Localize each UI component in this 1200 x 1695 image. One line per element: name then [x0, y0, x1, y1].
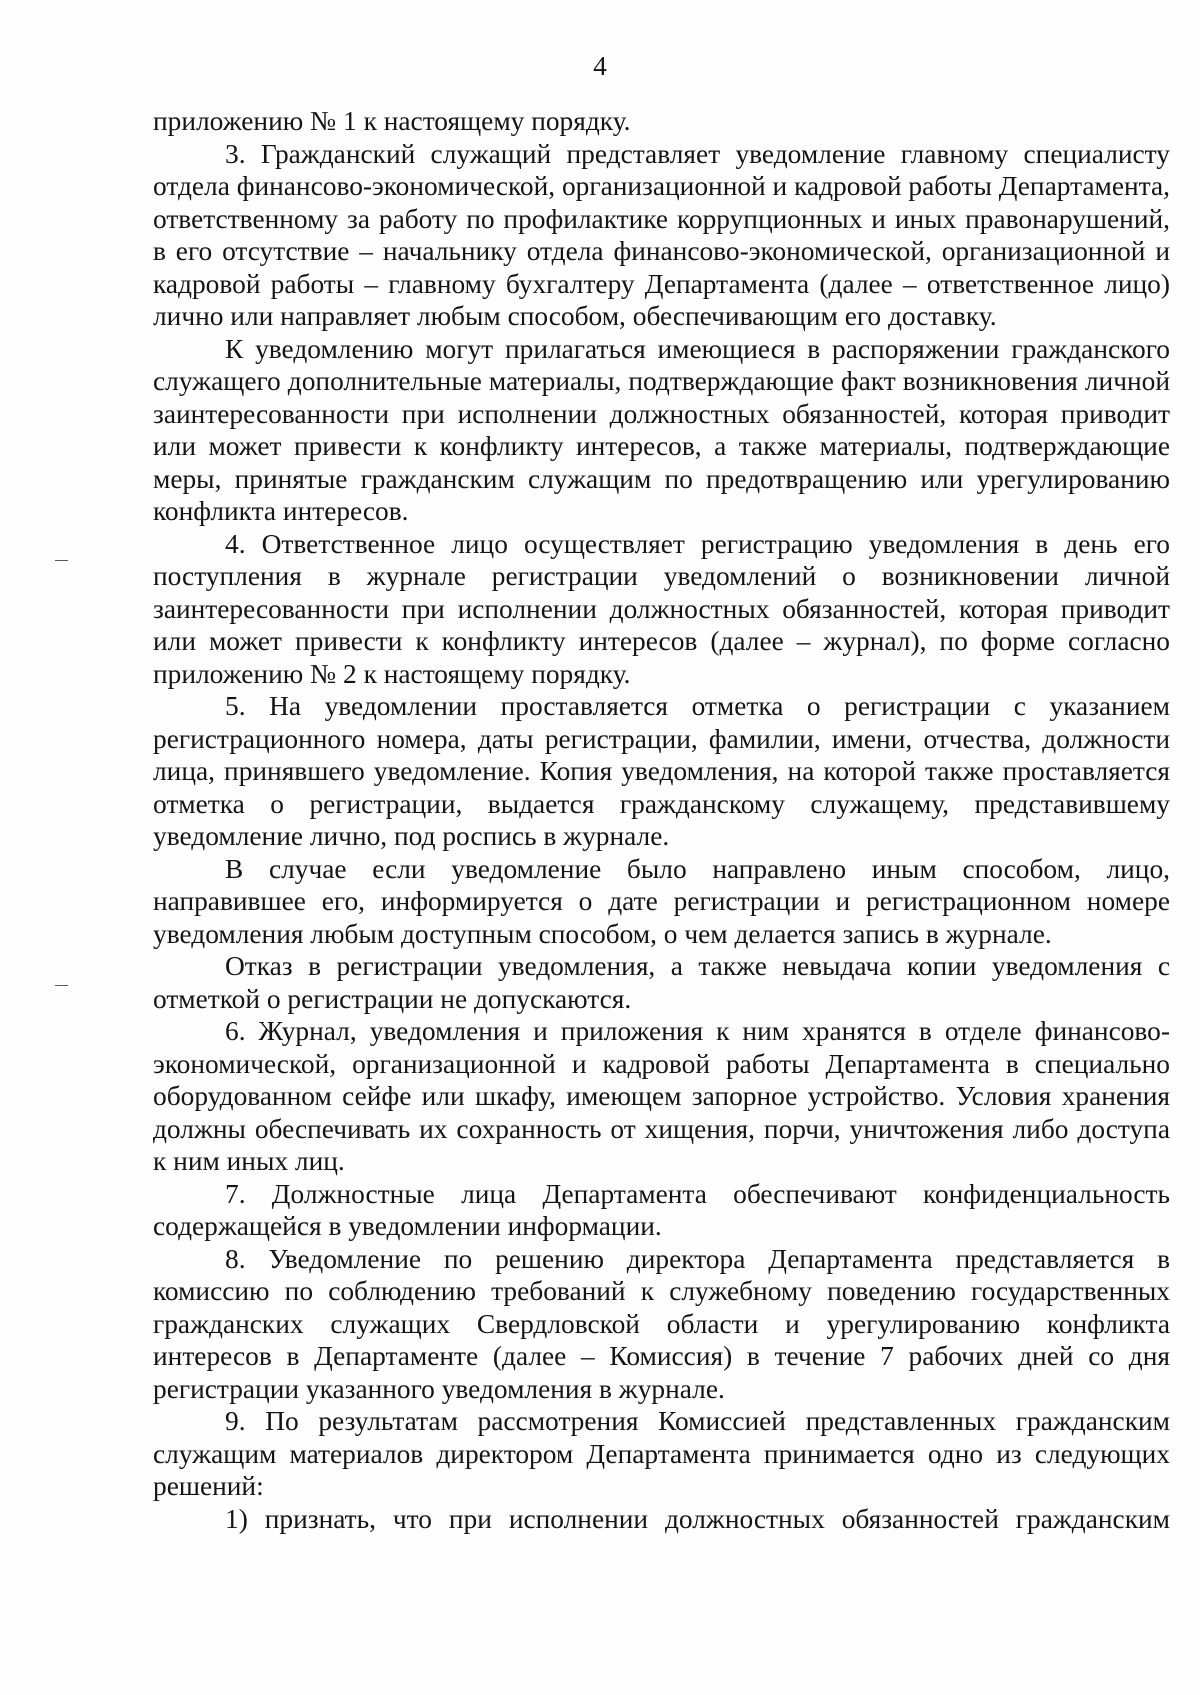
paragraph-attachments: К уведомлению могут прилагаться имеющиеся в распоряжении гражданского служащего дополнительные материалы, подтверждающие факт возникновения личной заинтересованности при исполнении должностных обязанностей, которая приводит или может привести к конфликту интересов, а также материалы, подтверждающие меры, принятые гражданским служащим по предотвращению или урегулированию конфликта интересов.: [153, 333, 1170, 526]
margin-mark: [55, 985, 68, 986]
paragraph-item-4: 4. Ответственное лицо осуществляет регистрацию уведомления в день его поступления в журнале регистрации уведомлений о возникновении личной заинтересованности при исполнении должностных обязанностей, которая приводит или может привести к конфликту интересов (далее – журнал), по форме согласно приложению № 2 к настоящему порядку.: [153, 528, 1170, 689]
paragraph-item-8: 8. Уведомление по решению директора Департамента представляется в комиссию по соблюдению требований к служебному поведению государственных гражданских служащих Свердловской области и урегулированию конфликта интересов в Департаменте (далее – Комиссия) в течение 7 рабочих дней со дня регистрации указанного уведомления в журнале.: [153, 1243, 1170, 1404]
paragraph-other-method: В случае если уведомление было направлено иным способом, лицо, направившее его, информируется о дате регистрации и регистрационном номере уведомления любым доступным способом, о чем делается запись в журнале.: [153, 853, 1170, 949]
paragraph-item-6: 6. Журнал, уведомления и приложения к ним хранятся в отделе финансово-экономической, организационной и кадровой работы Департамента в специально оборудованном сейфе или шкафу, имеющем запорное устройство. Условия хранения должны обеспечивать их сохранность от хищения, порчи, уничтожения либо доступа к ним иных лиц.: [153, 1016, 1170, 1176]
paragraph-item-5: 5. На уведомлении проставляется отметка о регистрации с указанием регистрационного номера, даты регистрации, фамилии, имени, отчества, должности лица, принявшего уведомление. Копия уведомления, на которой также проставляется отметка о регистрации, выдается гражданскому служащему, представившему уведомление лично, под роспись в журнале.: [153, 691, 1170, 851]
paragraph-item-7: 7. Должностные лица Департамента обеспечивают конфиденциальность содержащейся в уведомлении информации.: [153, 1178, 1170, 1241]
document-body: [153, 105, 1170, 1535]
paragraph-refusal: Отказ в регистрации уведомления, а также невыдача копии уведомления с отметкой о регистрации не допускаются.: [153, 951, 1170, 1014]
paragraph-item-9: 9. По результатам рассмотрения Комиссией представленных гражданским служащим материалов директором Департамента принимается одно из следующих решений:: [153, 1406, 1170, 1501]
paragraph-item-3: 3. Гражданский служащий представляет уведомление главному специалисту отдела финансово-экономической, организационной и кадровой работы Департамента, ответственному за работу по профилактике коррупционных и иных правонарушений, в его отсутствие – начальнику отдела финансово-экономической, организационной и кадровой работы – главному бухгалтеру Департамента (далее – ответственное лицо) лично или направляет любым способом, обеспечивающим его доставку.: [153, 138, 1170, 331]
paragraph-continuation: приложению № 1 к настоящему порядку.: [153, 106, 631, 136]
margin-mark: [55, 560, 68, 561]
page-number: 4: [593, 51, 607, 81]
paragraph-subitem-1: 1) признать, что при исполнении должностных обязанностей гражданским: [225, 1503, 1170, 1534]
